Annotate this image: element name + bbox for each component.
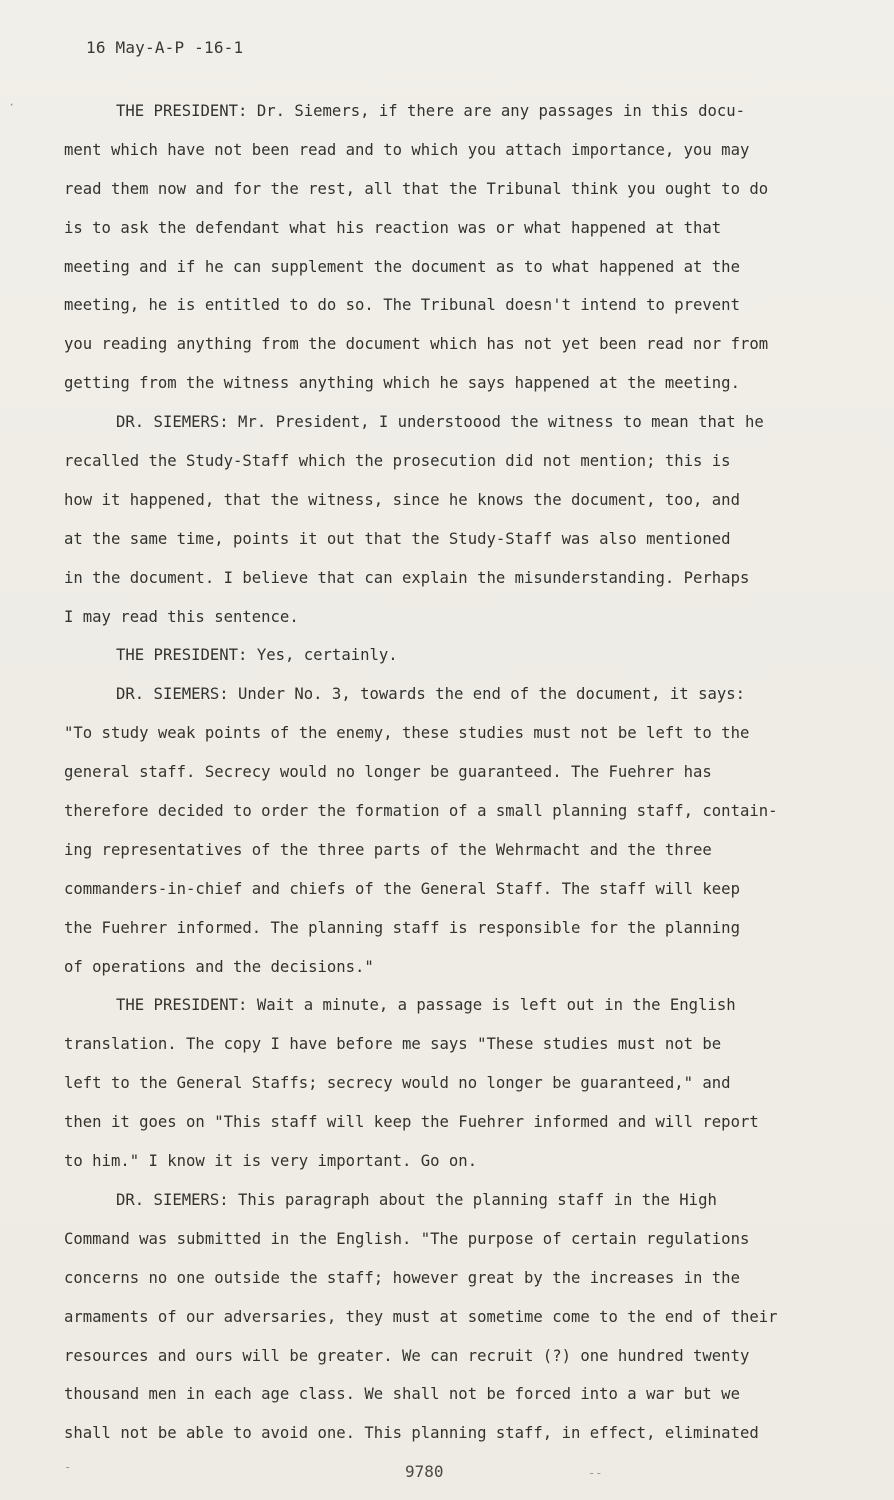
text-line: Command was submitted in the English. "The purpose of certain regulations <box>64 1229 750 1248</box>
text-line: in the document. I believe that can explain the misunderstanding. Perhaps <box>64 568 750 587</box>
text-line: meeting and if he can supplement the document as to what happened at the <box>64 257 740 276</box>
text-line: the Fuehrer informed. The planning staff is responsible for the planning <box>64 918 740 937</box>
margin-mark: -- <box>588 1466 603 1480</box>
text-line: resources and ours will be greater. We can recruit (?) one hundred twenty <box>64 1346 750 1365</box>
text-line: THE PRESIDENT: Dr. Siemers, if there are any passages in this docu- <box>116 102 746 120</box>
text-line: you reading anything from the document which has not yet been read nor from <box>64 335 769 354</box>
text-line: general staff. Secrecy would no longer be guaranteed. The Fuehrer has <box>64 763 712 782</box>
text-line: left to the General Staffs; secrecy would no longer be guaranteed," and <box>64 1074 731 1093</box>
text-line: translation. The copy I have before me says "These studies must not be <box>64 1035 722 1054</box>
text-line: then it goes on "This staff will keep the Fuehrer informed and will report <box>64 1113 759 1132</box>
text-line: "To study weak points of the enemy, these studies must not be left to the <box>64 724 750 743</box>
text-line: THE PRESIDENT: Wait a minute, a passage is left out in the English <box>116 996 736 1015</box>
text-line: ing representatives of the three parts of the Wehrmacht and the three <box>64 840 712 859</box>
text-line: to him." I know it is very important. Go on. <box>64 1152 478 1171</box>
text-line: read them now and for the rest, all that the Tribunal think you ought to do <box>64 179 769 198</box>
text-line: meeting, he is entitled to do so. The Tribunal doesn't intend to prevent <box>64 296 740 315</box>
text-line: therefore decided to order the formation of a small planning staff, contain- <box>64 802 778 821</box>
margin-mark: · <box>8 98 16 112</box>
text-line: is to ask the defendant what his reaction was or what happened at that <box>64 218 722 237</box>
text-line: concerns no one outside the staff; however great by the increases in the <box>64 1268 740 1287</box>
text-line: armaments of our adversaries, they must at sometime come to the end of their <box>64 1307 778 1326</box>
text-line: getting from the witness anything which he says happened at the meeting. <box>64 374 740 393</box>
page-header: 16 May-A-P -16-1 <box>86 38 244 57</box>
text-line: how it happened, that the witness, since he knows the document, too, and <box>64 490 740 509</box>
margin-mark: - <box>64 1460 72 1474</box>
text-line: I may read this sentence. <box>64 607 299 626</box>
text-line: ment which have not been read and to which you attach importance, you may <box>64 140 750 159</box>
page-number: 9780 <box>405 1462 444 1481</box>
document-body <box>64 92 810 1453</box>
text-line: thousand men in each age class. We shall not be forced into a war but we <box>64 1385 740 1404</box>
text-line: of operations and the decisions." <box>64 957 374 976</box>
text-line: recalled the Study-Staff which the prosecution did not mention; this is <box>64 452 731 471</box>
text-line: THE PRESIDENT: Yes, certainly. <box>116 646 398 665</box>
text-line: at the same time, points it out that the Study-Staff was also mentioned <box>64 529 731 548</box>
text-line: shall not be able to avoid one. This planning staff, in effect, eliminated <box>64 1424 759 1443</box>
text-line: DR. SIEMERS: This paragraph about the planning staff in the High <box>116 1190 717 1209</box>
text-line: DR. SIEMERS: Mr. President, I understoood the witness to mean that he <box>116 413 764 432</box>
text-line: DR. SIEMERS: Under No. 3, towards the end of the document, it says: <box>116 685 746 704</box>
text-line: commanders-in-chief and chiefs of the General Staff. The staff will keep <box>64 879 740 898</box>
